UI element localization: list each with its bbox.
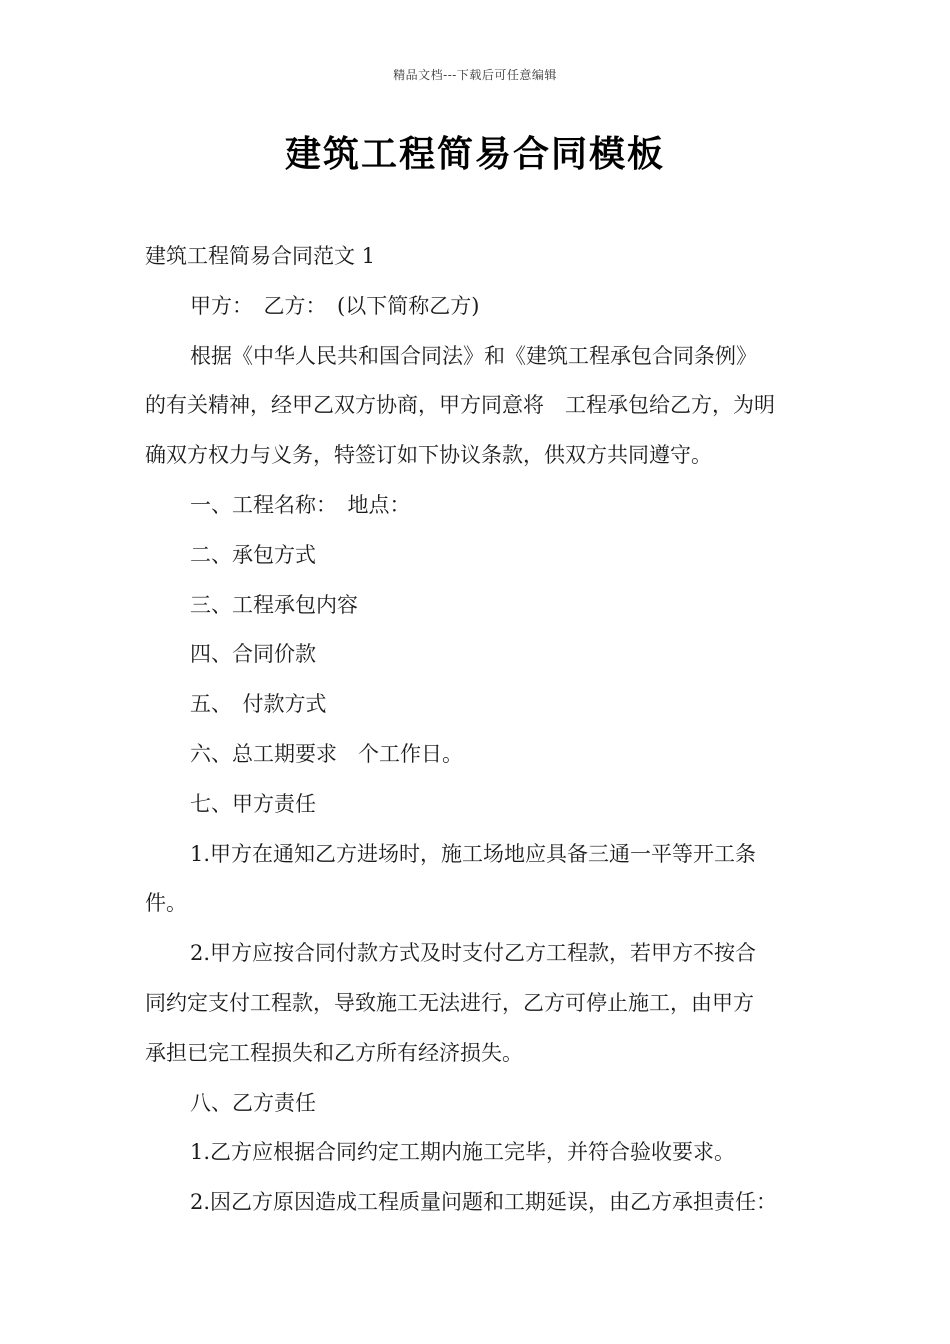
clause-item: 2.因乙方原因造成工程质量问题和工期延误，由乙方承担责任： (190, 1190, 778, 1215)
clause-item: 1.甲方在通知乙方进场时，施工场地应具备三通一平等开工条 (190, 841, 757, 866)
parties-line: 甲方： 乙方： (以下简称乙方) (190, 293, 480, 318)
section-heading: 建筑工程简易合同范文 1 (145, 244, 376, 268)
clause-heading: 六、总工期要求 个工作日。 (190, 741, 463, 766)
clause-item: 2.甲方应按合同付款方式及时支付乙方工程款，若甲方不按合 (190, 941, 757, 966)
document-title: 建筑工程简易合同模板 (284, 133, 665, 175)
clause-item: 1.乙方应根据合同约定工期内施工完毕，并符合验收要求。 (190, 1140, 736, 1165)
paragraph-line: 根据《中华人民共和国合同法》和《建筑工程承包合同条例》 (190, 343, 757, 368)
clause-heading: 一、工程名称： 地点： (190, 492, 411, 517)
clause-heading: 八、乙方责任 (190, 1090, 316, 1115)
clause-item-continuation: 同约定支付工程款，导致施工无法进行，乙方可停止施工，由甲方 (145, 990, 754, 1015)
clause-item-continuation: 承担已完工程损失和乙方所有经济损失。 (145, 1040, 523, 1065)
clause-item-continuation: 件。 (145, 891, 187, 916)
paragraph-line: 确双方权力与义务，特签订如下协议条款，供双方共同遵守。 (145, 443, 712, 468)
clause-heading: 二、承包方式 (190, 542, 316, 567)
paragraph-line: 的有关精神，经甲乙双方协商，甲方同意将 工程承包给乙方，为明 (145, 393, 775, 418)
clause-heading: 七、甲方责任 (190, 791, 316, 816)
header-note: 精品文档---下载后可任意编辑 (393, 68, 557, 82)
clause-heading: 五、 付款方式 (190, 692, 327, 717)
document-body (145, 232, 825, 1228)
clause-heading: 三、工程承包内容 (190, 592, 358, 617)
clause-heading: 四、合同价款 (190, 642, 316, 667)
